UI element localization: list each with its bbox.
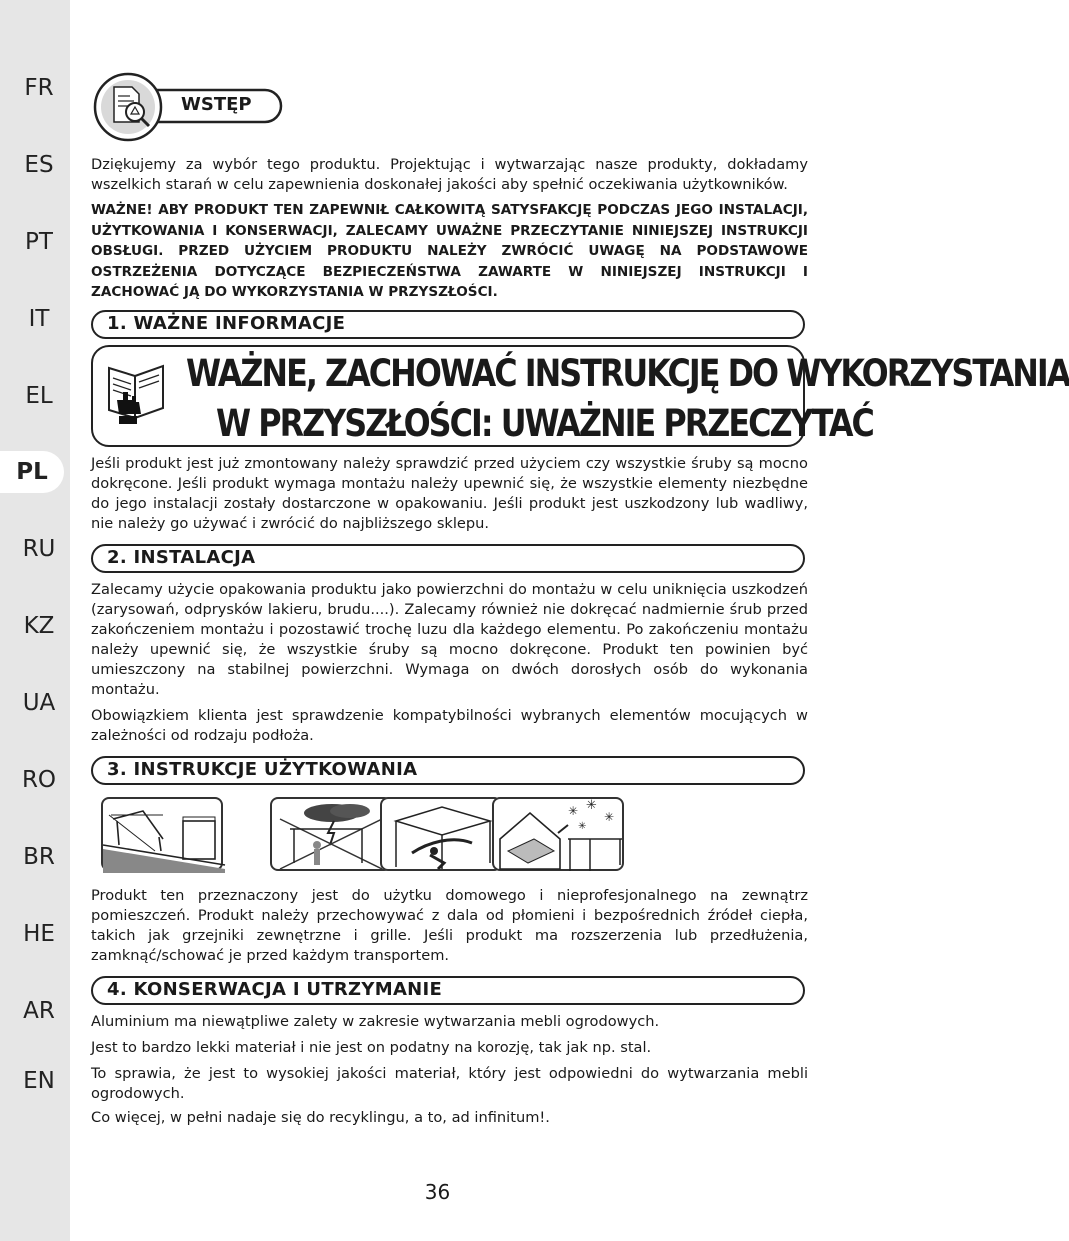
section-2-paragraph-2: Obowiązkiem klienta jest sprawdzenie kompatybilności wybranych elementów mocujących w zależności od rodzaju podłoża. — [91, 707, 808, 744]
no-hanging-icon — [380, 797, 502, 871]
section-4-line-1: Aluminium ma niewątpliwe zalety w zakresie wytwarzania mebli ogrodowych. — [91, 1013, 660, 1030]
lang-tab-pt[interactable]: PT — [25, 229, 53, 255]
lang-tab-el[interactable]: EL — [25, 383, 53, 409]
lang-tab-he[interactable]: HE — [23, 921, 55, 947]
page-number: 36 — [424, 1180, 451, 1204]
section-4-line-3: To sprawia, że jest to wysokiej jakości materiał, który jest odpowiedni do wytwarzania mebli ogrodowych. — [91, 1065, 808, 1102]
slope-warning-icon — [101, 797, 223, 871]
svg-text:✳: ✳ — [586, 798, 597, 813]
section-3-header — [91, 756, 805, 785]
intro-warning: WAŻNE! ABY PRODUKT TEN ZAPEWNIŁ CAŁKOWITĄ SATYSFAKCJĘ PODCZAS JEGO INSTALACJI, UŻYTKOWANIA I KONSERWACJI, ZALECAMY UWAŻNE PRZECZYTANIE NINIEJSZEJ INSTRUKCJI OBSŁUGI. PRZED UŻYCIEM PRODUKTU NALEŻY ZWRÓCIĆ UWAGĘ NA PODSTAWOWE OSTRZEŻENIA DOTYCZĄCE BEZPIECZEŃSTWA ZAWARTE W NINIEJSZEJ INSTRUKCJI I ZACHOWAĆ JĄ DO WYKORZYSTANIA W PRZYSZŁOŚCI. — [91, 202, 808, 300]
lang-tab-en[interactable]: EN — [23, 1068, 55, 1094]
banner-line-2: W PRZYSZŁOŚCI: UWAŻNIE PRZECZYTAĆ — [216, 402, 873, 445]
section-1-header — [91, 310, 805, 339]
lang-tab-es[interactable]: ES — [24, 152, 54, 178]
section-3-title: 3. INSTRUKCJE UŻYTKOWANIA — [107, 759, 418, 780]
section-1-paragraph: Jeśli produkt jest już zmontowany należy sprawdzić przed użyciem czy wszystkie śruby są mocno dokręcone. Jeśli produkt wymaga montażu należy upewnić się, że wszystkie elementy niezbędne do jego instalacji zostały dostarczone w opakowaniu. Jeśli produkt jest uszkodzony lub wadliwy, nie należy go używać i zwrócić do najbliższego sklepu. — [91, 455, 808, 532]
section-2-title: 2. INSTALACJA — [107, 547, 256, 568]
lang-tab-it[interactable]: IT — [28, 306, 50, 332]
section-2-paragraph-1: Zalecamy użycie opakowania produktu jako powierzchni do montażu w celu uniknięcia uszkodzeń (zarysowań, odprysków lakieru, brudu....). Zalecamy również nie dokręcać nadmiernie śrub przed zakończeniem montażu i pozostawić trochę luzu dla każdego elementu. Po zakończeniu montażu należy upewnić się, że wszystkie śruby są mocno dokręcone. Produkt ten powinien być umieszczony na stabilnej powierzchni. Wymaga on dwóch dorosłych osób do wykonania montażu. — [91, 581, 808, 698]
lang-tab-pl[interactable]: PL — [0, 451, 64, 493]
section-4-title: 4. KONSERWACJA I UTRZYMANIE — [107, 979, 443, 1000]
lang-tab-ru[interactable]: RU — [22, 536, 56, 562]
winter-storage-icon — [492, 797, 624, 871]
lang-tab-ar[interactable]: AR — [23, 998, 55, 1024]
section-1-title: 1. WAŻNE INFORMACJE — [107, 313, 346, 334]
lang-tab-kz[interactable]: KZ — [23, 613, 55, 639]
storm-warning-icon — [270, 797, 392, 871]
svg-text:✳: ✳ — [568, 804, 579, 818]
svg-text:✳: ✳ — [578, 821, 587, 832]
banner-line-1: WAŻNE, ZACHOWAĆ INSTRUKCJĘ DO WYKORZYSTANIA — [186, 352, 1069, 395]
lang-tab-fr[interactable]: FR — [24, 75, 54, 101]
read-manual-icon — [103, 360, 181, 432]
svg-text:✳: ✳ — [604, 810, 615, 824]
intro-badge-label: WSTĘP — [181, 94, 252, 115]
section-3-paragraph: Produkt ten przeznaczony jest do użytku domowego i nieprofesjonalnego na zewnątrz pomieszczeń. Produkt należy przechowywać z dala od płomieni i bezpośrednich źródeł ciepła, takich jak grzejniki zewnętrzne i grille. Jeśli produkt ma rozszerzenia lub przedłużenia, zamknąć/schować je przed każdym transportem. — [91, 887, 808, 964]
section-4-line-4: Co więcej, w pełni nadaje się do recyklingu, a to, ad infinitum!. — [91, 1109, 550, 1126]
section-4-line-2: Jest to bardzo lekki materiał i nie jest on podatny na korozję, tak jak np. stal. — [91, 1039, 652, 1056]
lang-tab-br[interactable]: BR — [23, 844, 55, 870]
intro-paragraph: Dziękujemy za wybór tego produktu. Projektując i wytwarzając nasze produkty, dokładamy wszelkich starań w celu zapewnienia doskonałej jakości aby spełnić oczekiwania użytkowników. — [91, 156, 808, 193]
lang-tab-ro[interactable]: RO — [21, 767, 57, 793]
section-4-header — [91, 976, 805, 1005]
lang-tab-ua[interactable]: UA — [22, 690, 56, 716]
section-2-header — [91, 544, 805, 573]
